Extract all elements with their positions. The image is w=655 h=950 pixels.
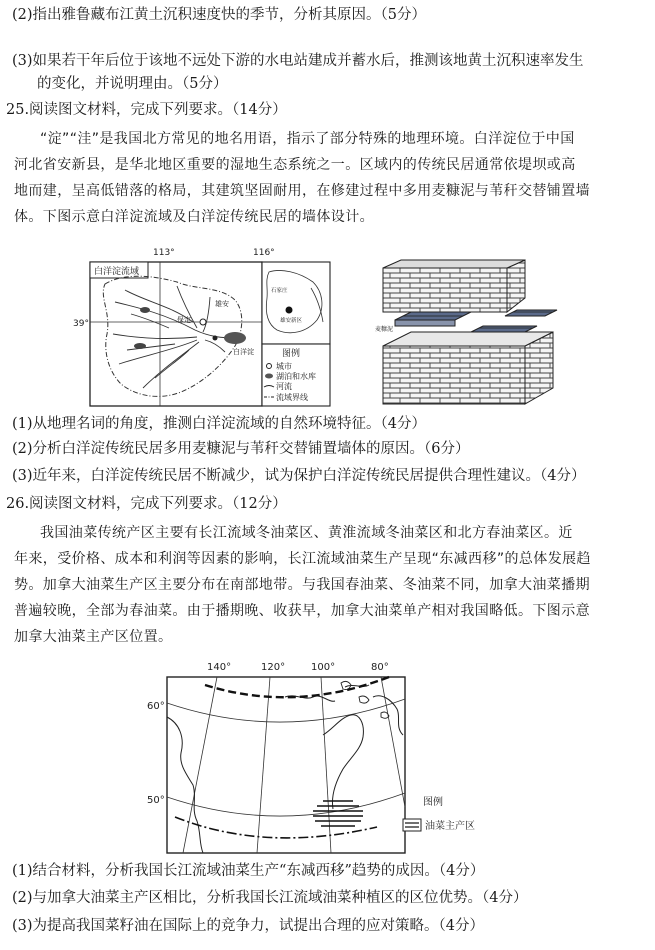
inset-city-marker: [286, 307, 293, 314]
legend-title: 图例: [282, 349, 301, 359]
q25-paragraph-line: “淀”“洼”是我国北方常见的地名用语，指示了部分特殊的地理环境。白洋淀位于中国: [40, 131, 575, 147]
question-3-line1: (3)如果若干年后位于该地不远处下游的水电站建成并蓄水后，推测该地黄土沉积速率发生: [12, 53, 584, 69]
question-2: (2)指出雅鲁藏布江黄土沉积速度快的季节，分析其原因。（5分）: [12, 7, 427, 23]
q26-question-1: (1)结合材料，分析我国长江流域油菜生产“东减西移”趋势的成因。（4分）: [12, 863, 485, 879]
q26-paragraph-line: 普遍较晚，全部为春油菜。由于播期晚、收获早，加拿大油菜单产相对我国略低。下图示意: [14, 603, 590, 619]
map-place-label: 白洋淀: [233, 348, 254, 356]
inset-label: 石家庄: [271, 288, 288, 294]
map-lon-label: 140°: [207, 662, 232, 673]
map-lon-label: 100°: [311, 662, 336, 673]
map-place-label: 保定: [177, 316, 191, 324]
q25-question-1: (1)从地理名词的角度，推测白洋淀流域的自然环境特征。（4分）: [12, 416, 427, 432]
reservoir-marker: [134, 343, 146, 349]
q25-question-3: (3)近年来，白洋淀传统民居不断减少，试为保护白洋淀传统民居提供合理性建议。（4分）: [12, 468, 586, 484]
map-lon-label: 80°: [371, 662, 389, 673]
q25-paragraph-line: 河北省安新县，是华北地区重要的湿地生态系统之一。区域内的传统民居通常依堤坝或高: [14, 157, 576, 173]
inset-label: 雄安新区: [280, 318, 303, 324]
map-frame: [167, 677, 405, 853]
map-lat-label: 50°: [147, 795, 165, 806]
map-lon-label: 120°: [261, 662, 286, 673]
map-title: 白洋淀流域: [94, 267, 140, 277]
wall-label: 麦糠泥: [375, 326, 394, 333]
map-place-label: 雄安: [215, 300, 229, 308]
q26-header: 26.阅读图文材料，完成下列要求。（12分）: [6, 496, 287, 512]
map-lon-label: 113°: [153, 248, 175, 258]
q26-question-2: (2)与加拿大油菜主产区相比，分析我国长江流域油菜种植区的区位优势。（4分）: [12, 890, 528, 906]
map-lat-label: 39°: [73, 319, 89, 329]
upper-wall-side: [507, 260, 525, 312]
reservoir-marker: [140, 307, 150, 313]
q26-paragraph-line: 年来，受价格、成本和利润等因素的影响，长江流域油菜生产呈现“东减西移”的总体发展趋: [14, 551, 591, 567]
city-marker: [200, 319, 206, 325]
inset-map-frame: [262, 262, 330, 344]
q26-question-3: (3)为提高我国菜籽油在国际上的竞争力，试提出合理的应对策略。（4分）: [12, 918, 485, 934]
q25-header: 25.阅读图文材料，完成下列要求。（14分）: [6, 102, 287, 118]
legend-item: 城市: [276, 362, 292, 371]
legend-item: 湖泊和水库: [276, 372, 316, 381]
q25-paragraph-line: 地而建，呈高低错落的格局，其建筑坚固耐用，在修建过程中多用麦糠泥与苇秆交替铺置墙: [14, 183, 590, 199]
q25-question-2: (2)分析白洋淀传统民居多用麦糠泥与苇秆交替铺置墙体的原因。（6分）: [12, 441, 470, 457]
map-lon-label: 116°: [253, 248, 275, 258]
lower-wall-front: [383, 346, 525, 404]
canada-rapeseed-map: [145, 657, 505, 857]
legend-item: 流域界线: [276, 393, 308, 402]
lake-baiyangdian: [224, 332, 246, 344]
map-lat-label: 60°: [147, 701, 165, 712]
q26-paragraph-line: 我国油菜传统产区主要有长江流域冬油菜区、黄淮流域冬油菜区和北方春油菜区。近: [40, 525, 573, 541]
q26-paragraph-line: 加拿大油菜主产区位置。: [14, 629, 173, 645]
legend-swatch: [403, 819, 421, 831]
baiyangdian-basin-map: [73, 242, 335, 412]
q25-paragraph-line: 体。下图示意白洋淀流域及白洋淀传统民居的墙体设计。: [14, 209, 374, 225]
upper-wall-front: [383, 268, 507, 312]
q26-paragraph-line: 势。加拿大油菜生产区主要分布在南部地带。与我国春油菜、冬油菜不同，加拿大油菜播期: [14, 577, 590, 593]
question-3-line2: 的变化，并说明理由。（5分）: [37, 76, 228, 92]
legend-title: 图例: [423, 797, 443, 808]
legend-item: 河流: [276, 382, 292, 391]
legend-item: 油菜主产区: [425, 821, 475, 832]
reed-layer: [395, 312, 471, 320]
wall-structure-diagram: [375, 258, 565, 408]
city-marker: [213, 336, 218, 341]
